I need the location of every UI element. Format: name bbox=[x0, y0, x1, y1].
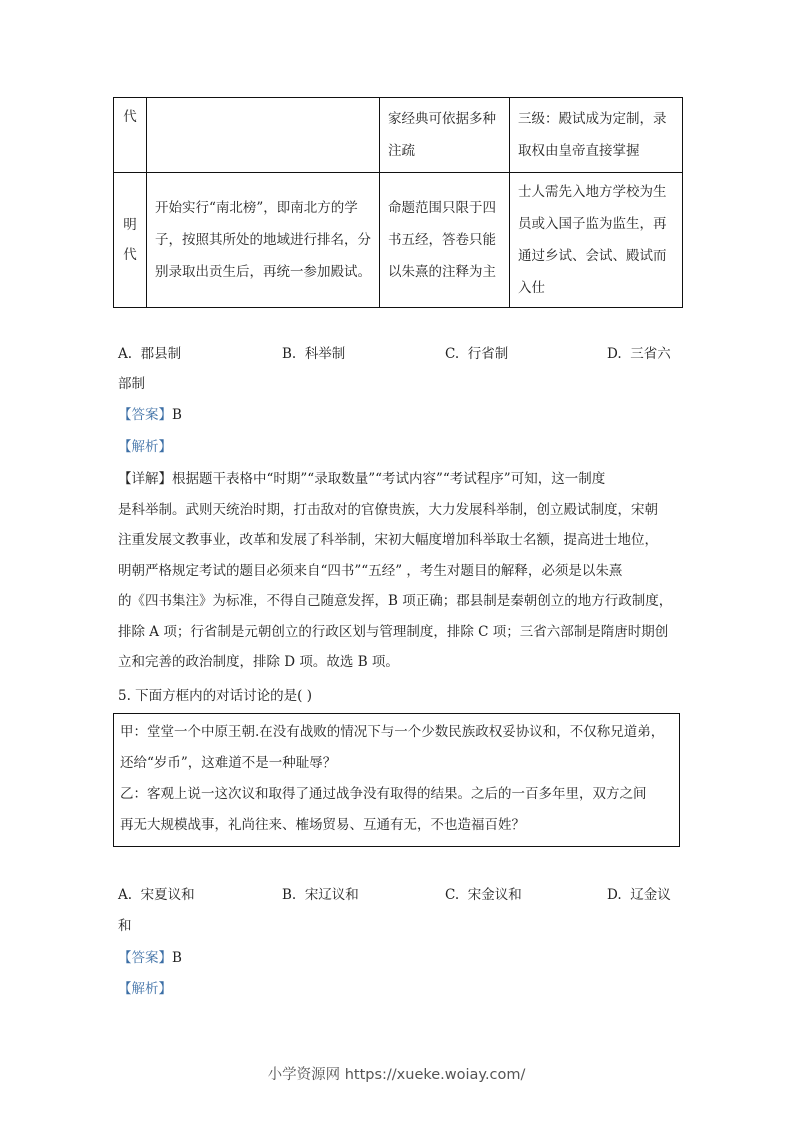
footer-watermark: 小学资源网 https://xueke.woiay.com/ bbox=[267, 1067, 526, 1083]
dialogue-box bbox=[113, 713, 680, 847]
detail-text: 根据题干表格中“时期”“录取数量”“考试内容”“考试程序”可知，这一制度 bbox=[172, 471, 606, 487]
cell-line: 士人需先入地方学校为生 bbox=[518, 184, 667, 200]
cell-line: 开始实行“南北榜”，即南北方的学 bbox=[155, 200, 358, 216]
analysis-tag: 【解析】 bbox=[118, 439, 172, 455]
option-text: 科举制 bbox=[304, 346, 346, 362]
detail-line: 排除 A 项；行省制是元朝创立的行政区划与管理制度，排除 C 项；三省六部制是隋唐时期创 bbox=[118, 623, 669, 640]
q5-option-c bbox=[445, 885, 522, 905]
q4-detail-paragraph bbox=[118, 464, 683, 678]
detail-line: 立和完善的政治制度，排除 D 项。故选 B 项。 bbox=[118, 654, 399, 670]
option-text: 宋辽议和 bbox=[304, 887, 359, 903]
exam-system-table bbox=[113, 97, 683, 308]
procedure-cell bbox=[510, 98, 683, 173]
q5-analysis-heading bbox=[118, 979, 172, 999]
era-cell: 代 bbox=[114, 98, 147, 173]
era-char: 代 bbox=[123, 247, 137, 263]
q4-option-a bbox=[118, 344, 181, 364]
cell-line: 取权由皇帝直接掌握 bbox=[518, 143, 640, 159]
era-cell bbox=[114, 173, 147, 308]
cell-line: 三级：殿试成为定制，录 bbox=[518, 111, 667, 127]
q5-answer bbox=[118, 948, 182, 968]
detail-tag: 【详解】 bbox=[118, 471, 172, 487]
option-text: 郡县制 bbox=[140, 346, 182, 362]
answer-value: B bbox=[172, 950, 182, 966]
option-text: 三省六 bbox=[630, 346, 671, 362]
option-key: D. bbox=[607, 887, 622, 903]
q4-analysis-heading bbox=[118, 437, 172, 457]
option-key: A. bbox=[118, 887, 133, 903]
table-row bbox=[114, 173, 683, 308]
cell-line: 注疏 bbox=[388, 143, 415, 159]
option-text: 辽金议 bbox=[630, 887, 671, 903]
q4-option-d bbox=[607, 344, 671, 364]
option-key: C. bbox=[445, 346, 460, 362]
detail-line: 的《四书集注》为标准，不得自己随意发挥，B 项正确；郡县制是秦朝创立的地方行政制度， bbox=[118, 593, 673, 609]
q5-option-d-wrap: 和 bbox=[118, 918, 132, 934]
q5-option-b bbox=[282, 885, 359, 905]
quota-cell bbox=[147, 173, 380, 308]
detail-line bbox=[118, 464, 683, 495]
q4-option-b bbox=[282, 344, 345, 364]
option-key: B. bbox=[282, 346, 297, 362]
cell-line: 子，按照其所处的地域进行排名，分 bbox=[155, 232, 371, 248]
cell-line: 入仕 bbox=[518, 280, 545, 296]
cell-line: 员或入国子监为监生，再 bbox=[518, 216, 667, 232]
q5-stem: 5. 下面方框内的对话讨论的是( ) bbox=[118, 688, 312, 704]
procedure-cell bbox=[510, 173, 683, 308]
option-key: D. bbox=[607, 346, 622, 362]
q5-option-a bbox=[118, 885, 195, 905]
dialogue-line: 还给“岁币”，这难道不是一种耻辱？ bbox=[120, 755, 337, 771]
cell-line: 别录取出贡生后，再统一参加殿试。 bbox=[155, 264, 371, 280]
option-key: B. bbox=[282, 887, 297, 903]
cell-line: 通过乡试、会试、殿试而 bbox=[518, 248, 667, 264]
q4-option-c bbox=[445, 344, 508, 364]
option-key: C. bbox=[445, 887, 460, 903]
option-text: 宋金议和 bbox=[467, 887, 522, 903]
content-cell bbox=[380, 98, 510, 173]
option-text: 行省制 bbox=[467, 346, 509, 362]
dialogue-line: 再无大规模战事，礼尚往来、榷场贸易、互通有无，不也造福百姓？ bbox=[120, 817, 525, 833]
cell-line: 以朱熹的注释为主 bbox=[388, 264, 496, 280]
option-text: 宋夏议和 bbox=[140, 887, 195, 903]
detail-line: 注重发展文教事业，改革和发展了科举制，宋初大幅度增加科举取士名额，提高进士地位， bbox=[118, 532, 658, 548]
dialogue-line: 甲：堂堂一个中原王朝.在没有战败的情况下与一个少数民族政权妥协议和，不仅称兄道弟， bbox=[120, 724, 665, 740]
answer-tag: 【答案】 bbox=[118, 950, 172, 966]
answer-value: B bbox=[172, 407, 182, 423]
dialogue-line: 乙：客观上说一这次议和取得了通过战争没有取得的结果。之后的一百多年里，双方之间 bbox=[120, 786, 647, 802]
cell-line: 命题范围只限于四 bbox=[388, 200, 496, 216]
q4-option-d-wrap: 部制 bbox=[118, 376, 145, 392]
detail-line: 是科举制。武则天统治时期，打击敌对的官僚贵族，大力发展科举制，创立殿试制度，宋朝 bbox=[118, 501, 658, 518]
answer-tag: 【答案】 bbox=[118, 407, 172, 423]
cell-line: 书五经，答卷只能 bbox=[388, 232, 496, 248]
content-cell bbox=[380, 173, 510, 308]
q4-answer bbox=[118, 405, 182, 425]
quota-cell bbox=[147, 98, 380, 173]
option-key: A. bbox=[118, 346, 133, 362]
cell-line: 家经典可依据多种 bbox=[388, 111, 496, 127]
era-char: 明 bbox=[123, 217, 137, 233]
q5-option-d bbox=[607, 885, 671, 905]
detail-line: 明朝严格规定考试的题目必须来自“四书”“五经” ，考生对题目的解释，必须是以朱熹 bbox=[118, 562, 623, 579]
analysis-tag: 【解析】 bbox=[118, 981, 172, 997]
table-row bbox=[114, 98, 683, 173]
